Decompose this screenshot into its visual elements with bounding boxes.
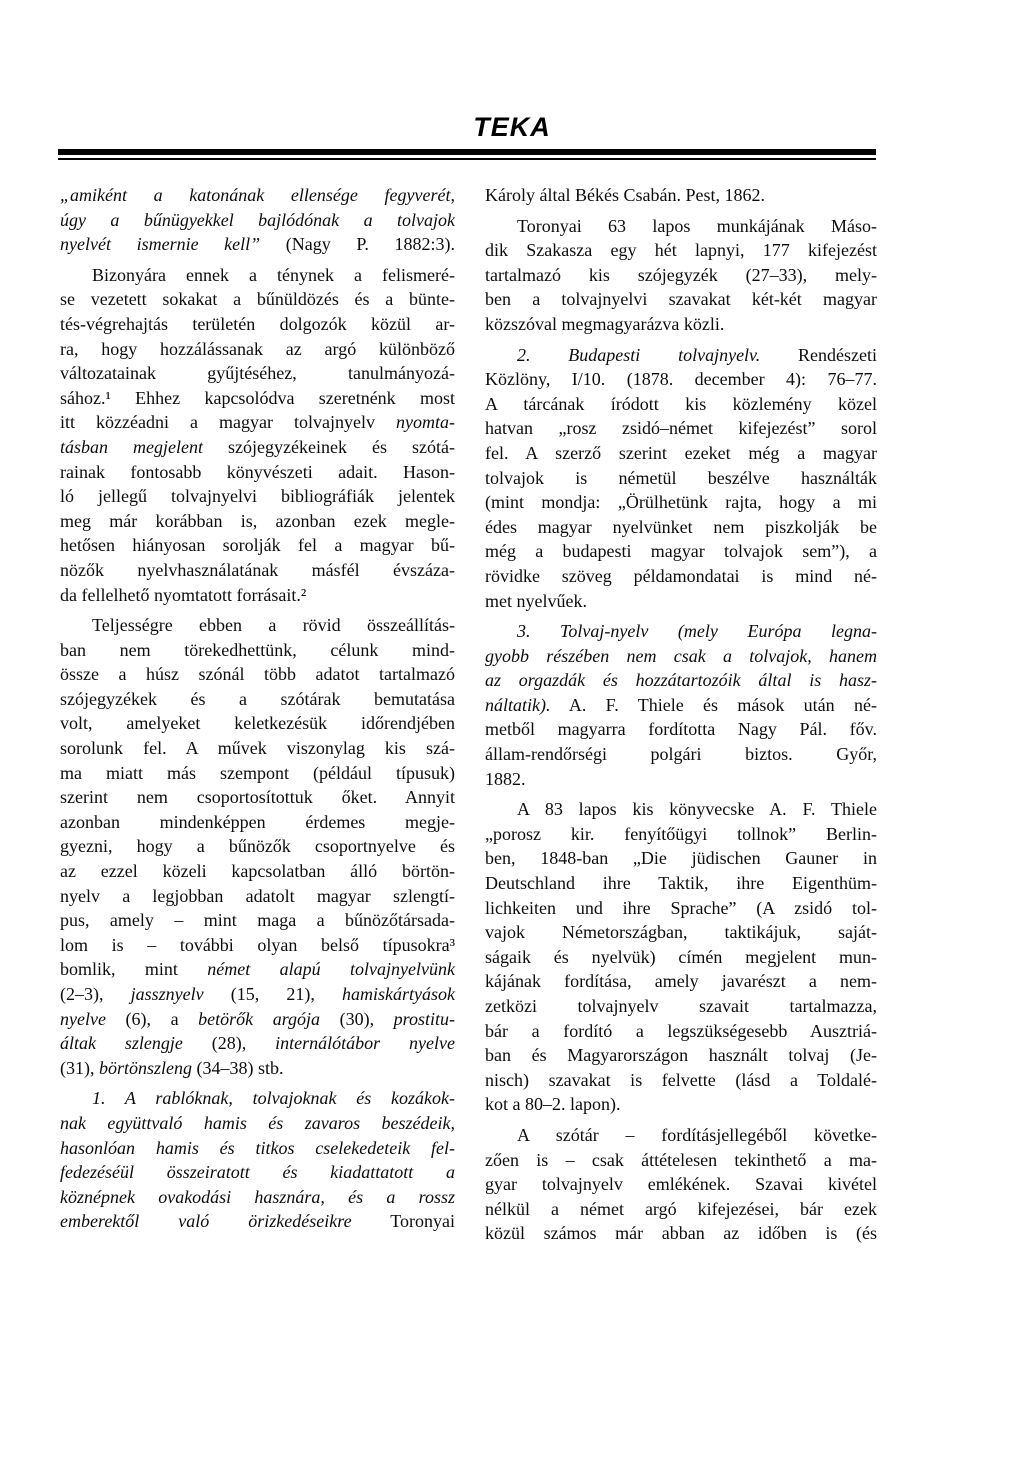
- italic-text-segment: hamiskártyások: [342, 984, 455, 1004]
- text-line: [485, 742, 877, 767]
- text-segment: Rendészeti: [760, 344, 877, 365]
- text-segment: (6), a: [105, 1008, 199, 1029]
- text-segment: metből magyarra fordította Nagy Pál. főv.: [485, 719, 877, 740]
- italic-text-segment: emberektől való örizkedéseikre: [60, 1211, 352, 1232]
- text-line: [60, 859, 455, 884]
- text-line: [60, 509, 455, 534]
- text-line: [485, 920, 877, 945]
- text-segment: nélkül a német argó kifejezései, bár ezek: [485, 1198, 877, 1219]
- text-line: [485, 515, 877, 540]
- text-line: [60, 785, 455, 810]
- text-line: [60, 533, 455, 558]
- text-segment: gyezni, hogy a bűnözők csoportnyelve és: [60, 836, 455, 857]
- text-segment: ban és Magyarországon használt tolvaj (Je-: [485, 1045, 877, 1066]
- italic-text-segment: prostitu-: [393, 1008, 455, 1029]
- text-line: [60, 312, 455, 337]
- text-line: [60, 287, 455, 312]
- italic-text-segment: jassznyelv: [130, 984, 204, 1004]
- text-line: [485, 822, 877, 847]
- text-line: [485, 367, 877, 392]
- text-segment: (28),: [182, 1033, 276, 1054]
- text-segment: fel. A szerző szerint ezeket még a magyar: [485, 442, 877, 463]
- text-segment: (34–38) stb.: [192, 1057, 284, 1078]
- text-segment: tartalmazó kis szójegyzék (27–33), mely-: [485, 264, 877, 285]
- text-segment: zően is – csak áttételesen tekinthető a ma-: [485, 1149, 877, 1170]
- italic-text-segment: német alapú tolvajnyelvünk: [207, 959, 455, 980]
- text-line: [485, 896, 877, 921]
- text-segment: meg már korábban is, azonban ezek megle-: [60, 510, 455, 531]
- text-line: [485, 767, 877, 792]
- text-segment: Teljességre ebben a rövid összeállítás-: [92, 615, 455, 636]
- text-line: [60, 558, 455, 583]
- text-line: [485, 416, 877, 441]
- text-segment: ló jellegű tolvajnyelvi bibliográfiák jelentek: [60, 486, 455, 507]
- text-line: [60, 1160, 455, 1185]
- left-text-column: [60, 183, 455, 1234]
- text-segment: Károly által Békés Csabán. Pest, 1862.: [485, 185, 765, 205]
- text-segment: bár a fordító a legszükségesebb Ausztriá-: [485, 1020, 877, 1041]
- text-line: [60, 736, 455, 761]
- text-line: [485, 717, 877, 742]
- italic-text-segment: náltatik).: [485, 694, 551, 715]
- text-segment: 1882.: [485, 768, 526, 789]
- text-line: [60, 834, 455, 859]
- text-line: [485, 1043, 877, 1068]
- text-line: [485, 287, 877, 312]
- text-segment: „porosz kir. fenyítőügyi tollnok” Berlin-: [485, 823, 877, 844]
- text-segment: A 83 lapos kis könyvecske A. F. Thiele: [517, 799, 877, 820]
- text-line: [485, 238, 877, 263]
- text-line: [60, 638, 455, 663]
- text-segment: se vezetett sokakat a bűnüldözés és a bünte-: [60, 289, 455, 310]
- text-segment: Bizonyára ennek a ténynek a felismeré-: [92, 264, 455, 285]
- text-segment: dik Szakasza egy hét lapnyi, 177 kifejezést: [485, 240, 877, 261]
- text-segment: gyar tolvajnyelv emlékének. Szavai kivétel: [485, 1174, 877, 1195]
- text-segment: azonban mindenképpen érdemes megje-: [60, 811, 455, 832]
- text-line: [485, 619, 877, 644]
- text-line: [485, 214, 877, 239]
- italic-text-segment: nak együttvaló hamis és zavaros beszédeik,: [60, 1112, 455, 1133]
- text-segment: ma miatt más szempont (például típusuk): [60, 762, 455, 783]
- text-segment: szerint nem csoportosítottuk őket. Annyit: [60, 787, 455, 808]
- text-line: [485, 1221, 877, 1246]
- right-text-column: [485, 183, 877, 1246]
- text-segment: A szótár – fordításjellegéből követke-: [517, 1124, 877, 1145]
- header-rule-thin: [58, 158, 876, 160]
- italic-text-segment: 3. Tolvaj-nyelv (mely Európa legna-: [517, 621, 877, 642]
- text-segment: ban nem törekedhettünk, célunk mind-: [60, 639, 455, 660]
- text-segment: lom is – további olyan belső típusokra³: [60, 934, 455, 955]
- text-line: [60, 208, 455, 233]
- text-segment: kot a 80–2. lapon).: [485, 1094, 621, 1115]
- text-line: [60, 1209, 455, 1234]
- text-segment: ben, 1848-ban „Die jüdischen Gauner in: [485, 848, 877, 869]
- text-line: [60, 662, 455, 687]
- text-segment: (15, 21),: [203, 984, 342, 1004]
- text-segment: tolvajok is németül beszélve használták: [485, 467, 877, 488]
- text-segment: össze a húsz szónál több adatot tartalmazó: [60, 664, 455, 685]
- text-line: [60, 908, 455, 933]
- header-rule-thick: [58, 149, 876, 155]
- text-segment: változatainak gyűjtéséhez, tanulmányozá-: [60, 363, 455, 384]
- text-line: [60, 337, 455, 362]
- text-segment: nyelv a legjobban adatolt magyar szlengtí-: [60, 885, 455, 906]
- text-segment: hetősen hiányosan sorolják fel a magyar bű-: [60, 535, 455, 556]
- text-segment: lichkeiten und ihre Sprache” (A zsidó tol-: [485, 897, 877, 918]
- text-line: [60, 583, 455, 608]
- text-line: [60, 1111, 455, 1136]
- text-line: [60, 933, 455, 958]
- text-segment: rövidke szöveg példamondatai is mind né-: [485, 565, 877, 586]
- text-line: [485, 693, 877, 718]
- text-line: [60, 884, 455, 909]
- text-line: [60, 232, 455, 257]
- text-line: [60, 613, 455, 638]
- text-segment: A. F. Thiele és mások után né-: [550, 694, 877, 715]
- text-segment: édes magyar nyelvünket nem piszkolják be: [485, 516, 877, 537]
- italic-text-segment: betörők argója: [198, 1008, 321, 1029]
- text-line: [485, 466, 877, 491]
- text-segment: tés-végrehajtás területén dolgozók közül ar-: [60, 313, 455, 334]
- text-line: [60, 484, 455, 509]
- text-line: [485, 1123, 877, 1148]
- text-line: [485, 797, 877, 822]
- italic-text-segment: tásban megjelent: [60, 436, 203, 457]
- text-segment: zetközi tolvajnyelv szavait tartalmazza,: [485, 996, 877, 1016]
- text-line: [60, 1185, 455, 1210]
- text-line: [60, 263, 455, 288]
- text-segment: az ezzel közeli kapcsolatban álló börtön-: [60, 861, 455, 882]
- text-line: [485, 1068, 877, 1093]
- text-line: [485, 1019, 877, 1044]
- text-line: [60, 711, 455, 736]
- text-segment: A tárcának íródott kis közlemény közel: [485, 393, 877, 414]
- text-segment: met nyelvűek.: [485, 590, 587, 611]
- text-line: [485, 589, 877, 614]
- text-line: [60, 1056, 455, 1081]
- italic-text-segment: nyelve: [60, 1008, 106, 1029]
- italic-text-segment: nyelvét ismernie kell”: [60, 234, 261, 255]
- text-line: [60, 1007, 455, 1032]
- text-line: [485, 539, 877, 564]
- text-line: [485, 871, 877, 896]
- text-line: [60, 435, 455, 460]
- italic-text-segment: áltak szlengje: [60, 1033, 183, 1054]
- text-line: [485, 1092, 877, 1117]
- text-line: [485, 994, 877, 1019]
- text-segment: (mint mondja: „Örülhetünk rajta, hogy a mi: [485, 492, 877, 513]
- text-line: [485, 263, 877, 288]
- text-segment: közül számos már abban az időben is (és: [485, 1223, 877, 1244]
- text-line: [485, 668, 877, 693]
- text-segment: kájának fordítása, amely javarészt a nem-: [485, 971, 877, 992]
- text-segment: ra, hogy hozzálássanak az argó különböző: [60, 338, 455, 359]
- text-segment: nisch) szavakat is felvette (lásd a Toldalé-: [485, 1069, 877, 1090]
- text-line: [485, 564, 877, 589]
- text-segment: szójegyzékeinek és szótá-: [203, 436, 455, 457]
- italic-text-segment: gyobb részében nem csak a tolvajok, hanem: [485, 645, 877, 666]
- italic-text-segment: úgy a bűnügyekkel bajlódónak a tolvajok: [60, 209, 455, 230]
- text-segment: da fellelhető nyomtatott forrásait.²: [60, 584, 307, 605]
- text-segment: ságaik és nyelvük) címén megjelent mun-: [485, 946, 877, 967]
- text-segment: állam-rendőrségi polgári biztos. Győr,: [485, 744, 877, 765]
- text-line: [485, 183, 877, 208]
- text-line: [485, 1197, 877, 1222]
- text-segment: nözők nyelvhasználatának másfél évszáza-: [60, 559, 455, 580]
- page-header-title: TEKA: [473, 112, 551, 142]
- text-segment: még a budapesti magyar tolvajok sem”), a: [485, 541, 877, 562]
- italic-text-segment: internálótábor nyelve: [275, 1033, 455, 1054]
- text-line: [485, 343, 877, 368]
- text-line: [485, 312, 877, 337]
- text-line: [60, 410, 455, 435]
- text-segment: Toronyai: [351, 1211, 455, 1232]
- text-segment: sához.¹ Ehhez kapcsolódva szeretnénk most: [60, 387, 455, 408]
- text-line: [60, 361, 455, 386]
- text-segment: sorolunk fel. A művek viszonylag kis szá-: [60, 738, 455, 759]
- text-segment: (30),: [320, 1008, 394, 1029]
- italic-text-segment: az orgazdák és hozzátartozóik által is hasz-: [485, 670, 877, 691]
- text-line: [485, 392, 877, 417]
- text-segment: rainak fontosabb könyvészeti adait. Hason-: [60, 461, 455, 482]
- text-line: [485, 969, 877, 994]
- text-line: [485, 846, 877, 871]
- text-segment: (31),: [60, 1057, 99, 1078]
- text-segment: Deutschland ihre Taktik, ihre Eigenthüm-: [485, 873, 877, 894]
- text-line: [60, 1086, 455, 1111]
- text-segment: hatvan „rosz zsidó–német kifejezést” sorol: [485, 418, 877, 439]
- text-segment: (Nagy P. 1882:3).: [260, 234, 455, 255]
- text-line: [485, 644, 877, 669]
- text-segment: szójegyzékek és a szótárak bemutatása: [60, 688, 455, 709]
- text-segment: pus, amely – mint maga a bűnözőtársada-: [60, 910, 455, 931]
- text-line: [485, 490, 877, 515]
- text-segment: ben a tolvajnyelvi szavakat két-két magyar: [485, 289, 877, 310]
- italic-text-segment: börtönszleng: [99, 1057, 193, 1078]
- italic-text-segment: „amiként a katonának ellensége fegyverét,: [60, 185, 455, 205]
- text-line: [60, 1031, 455, 1056]
- italic-text-segment: hasonlóan hamis és titkos cselekedeteik fel-: [60, 1137, 455, 1158]
- text-line: [60, 982, 455, 1007]
- text-line: [485, 1148, 877, 1173]
- text-line: [60, 761, 455, 786]
- text-line: [60, 1136, 455, 1161]
- text-line: [60, 687, 455, 712]
- text-segment: itt közzéadni a magyar tolvajnyelv: [60, 412, 397, 433]
- italic-text-segment: fedezéséül összeiratott és kiadattatott a: [60, 1162, 455, 1183]
- text-line: [485, 441, 877, 466]
- text-line: [60, 810, 455, 835]
- text-segment: Toronyai 63 lapos munkájának Máso-: [517, 215, 877, 236]
- italic-text-segment: 1. A rablóknak, tolvajoknak és kozákok-: [92, 1088, 455, 1109]
- text-segment: vajok Németországban, taktikájuk, saját-: [485, 922, 877, 943]
- text-segment: Közlöny, I/10. (1878. december 4): 76–77.: [485, 369, 877, 390]
- text-line: [60, 183, 455, 208]
- italic-text-segment: 2. Budapesti tolvajnyelv.: [517, 344, 761, 365]
- text-line: [60, 386, 455, 411]
- text-segment: (2–3),: [60, 984, 131, 1004]
- text-line: [60, 957, 455, 982]
- text-line: [485, 945, 877, 970]
- text-line: [60, 460, 455, 485]
- italic-text-segment: nyomta-: [396, 412, 455, 433]
- text-segment: közszóval megmagyarázva közli.: [485, 313, 725, 334]
- text-segment: volt, amelyeket keletkezésük időrendjében: [60, 713, 455, 734]
- text-line: [485, 1172, 877, 1197]
- italic-text-segment: köznépnek ovakodási hasznára, és a rossz: [60, 1186, 455, 1207]
- text-segment: bomlik, mint: [60, 959, 208, 980]
